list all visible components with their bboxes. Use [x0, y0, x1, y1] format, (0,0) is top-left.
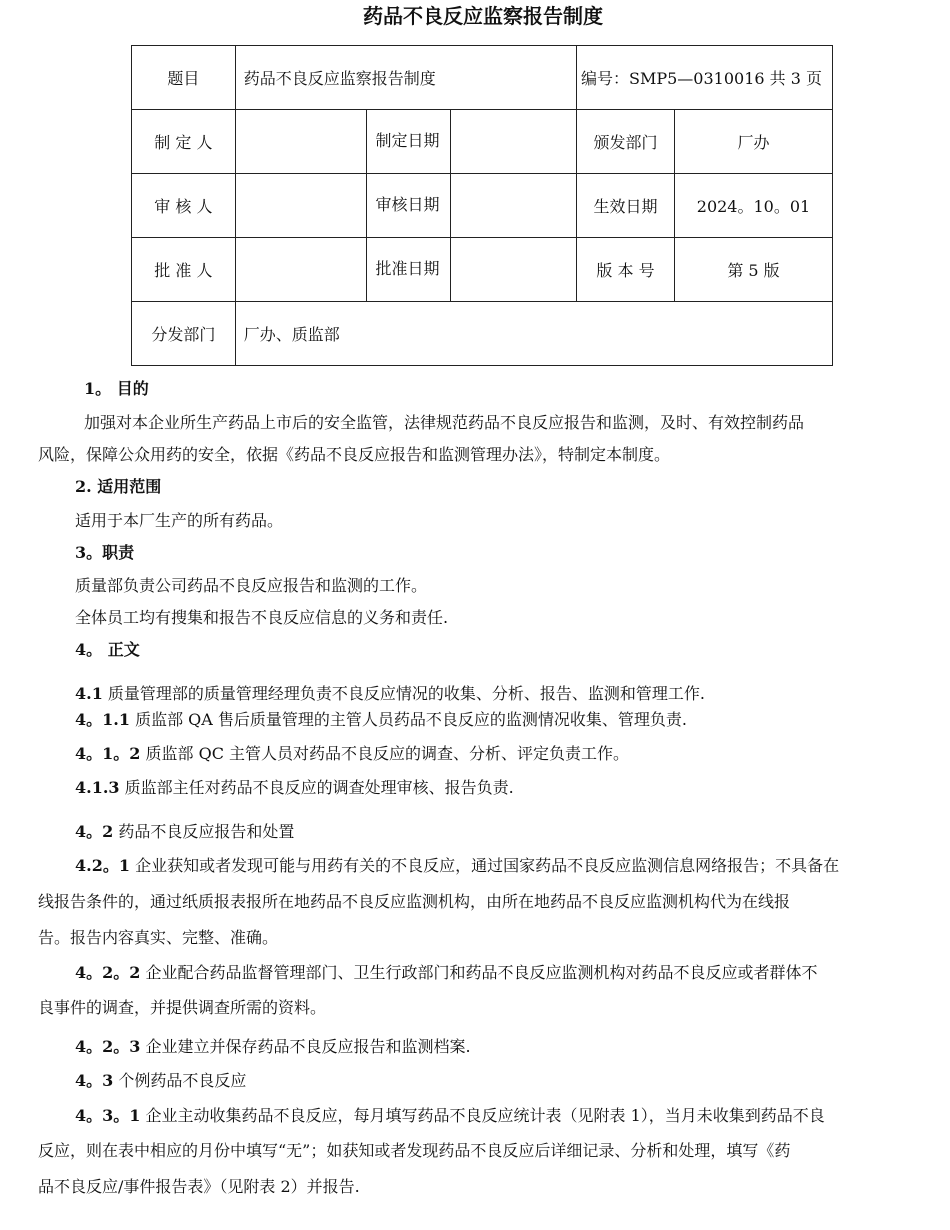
- issuing-dept-value: 厂办: [674, 110, 832, 174]
- clause-number: 4.1.3: [75, 778, 120, 797]
- clause-4-3-1-cont: 品不良反应/事件报告表》（见附表 2）并报告.: [38, 1177, 360, 1196]
- clause-text: 药品不良反应报告和处置: [113, 822, 295, 841]
- author-date-value: [451, 110, 577, 174]
- clause-4-2-3: [75, 1037, 471, 1057]
- header-row-distribution: [132, 302, 833, 366]
- section-4-heading: 4。 正文: [75, 640, 140, 659]
- approval-date-value: [451, 238, 577, 302]
- subject-label: 题目: [132, 46, 236, 110]
- approver-label: 批 准 人: [132, 238, 236, 302]
- reviewer-value: [235, 174, 367, 238]
- section-3-paragraph: 全体员工均有搜集和报告不良反应信息的义务和责任.: [75, 608, 449, 627]
- clause-text: 质量管理部的质量管理经理负责不良反应情况的收集、分析、报告、监测和管理工作.: [102, 684, 706, 703]
- clause-number: 4。1.1: [75, 710, 130, 729]
- clause-4-3-1: [75, 1106, 825, 1126]
- header-row-reviewer: [132, 174, 833, 238]
- clause-4-2-1: [75, 856, 839, 876]
- clause-text: 质监部 QC 主管人员对药品不良反应的调查、分析、评定负责工作。: [140, 744, 630, 763]
- clause-number: 4。2。2: [75, 963, 141, 982]
- effective-date-label: 生效日期: [577, 174, 675, 238]
- header-row-approver: [132, 238, 833, 302]
- document-title: 药品不良反应监察报告制度: [363, 4, 603, 28]
- distribution-value: 厂办、质监部: [235, 302, 832, 366]
- author-value: [235, 110, 367, 174]
- clause-number: 4。3: [75, 1071, 114, 1090]
- section-1-heading: 1。 目的: [84, 379, 149, 398]
- version-value: 第 5 版: [674, 238, 832, 302]
- clause-4-2-1-cont: 线报告条件的，通过纸质报表报所在地药品不良反应监测机构，由所在地药品不良反应监测机构代为在线报: [38, 892, 791, 911]
- clause-4-1: [75, 684, 705, 704]
- clause-number: 4.2。1: [75, 856, 130, 875]
- document-code: 编号：SMP5—0310016 共 3 页: [577, 46, 833, 110]
- clause-text: 企业主动收集药品不良反应，每月填写药品不良反应统计表（见附表 1），当月未收集到药品不良: [140, 1106, 825, 1125]
- document-header-table: [131, 45, 833, 366]
- clause-number: 4。2。3: [75, 1037, 141, 1056]
- section-3-heading: 3。职责: [75, 543, 135, 562]
- clause-number: 4.1: [75, 684, 103, 703]
- section-1-paragraph-line: 加强对本企业所生产药品上市后的安全监管，法律规范药品不良反应报告和监测，及时、有效控制药品: [84, 413, 805, 432]
- clause-4-1-3: [75, 778, 514, 798]
- clause-number: 4。2: [75, 822, 114, 841]
- clause-text: 企业配合药品监督管理部门、卫生行政部门和药品不良反应监测机构对药品不良反应或者群体不: [140, 963, 818, 982]
- clause-text: 质监部主任对药品不良反应的调查处理审核、报告负责.: [119, 778, 514, 797]
- clause-4-3: [75, 1071, 246, 1091]
- clause-text: 质监部 QA 售后质量管理的主管人员药品不良反应的监测情况收集、管理负责.: [129, 710, 688, 729]
- section-2-paragraph: 适用于本厂生产的所有药品。: [75, 511, 284, 530]
- author-label: 制 定 人: [132, 110, 236, 174]
- clause-4-2: [75, 822, 294, 842]
- approval-date-label: 批准日期: [367, 238, 451, 302]
- clause-4-2-1-cont: 告。报告内容真实、完整、准确。: [38, 928, 279, 947]
- clause-number: 4。1。2: [75, 744, 141, 763]
- header-row-title: [132, 46, 833, 110]
- section-1-paragraph-line: 风险，保障公众用药的安全，依据《药品不良反应报告和监测管理办法》，特制定本制度。: [38, 445, 671, 464]
- section-3-paragraph: 质量部负责公司药品不良反应报告和监测的工作。: [75, 576, 428, 595]
- issuing-dept-label: 颁发部门: [577, 110, 675, 174]
- section-2-heading: 2. 适用范围: [75, 477, 162, 496]
- clause-4-3-1-cont: 反应，则在表中相应的月份中填写“无”；如获知或者发现药品不良反应后详细记录、分析和处理，填写《药: [38, 1141, 791, 1160]
- approver-value: [235, 238, 367, 302]
- effective-date-value: 2024。10。01: [674, 174, 832, 238]
- clause-number: 4。3。1: [75, 1106, 141, 1125]
- subject-value: 药品不良反应监察报告制度: [235, 46, 576, 110]
- author-date-label: 制定日期: [367, 110, 451, 174]
- reviewer-label: 审 核 人: [132, 174, 236, 238]
- clause-text: 企业建立并保存药品不良反应报告和监测档案.: [140, 1037, 471, 1056]
- clause-4-2-2-cont: 良事件的调查，并提供调查所需的资料。: [38, 998, 327, 1017]
- clause-4-2-2: [75, 963, 818, 983]
- version-label: 版 本 号: [577, 238, 675, 302]
- review-date-label: 审核日期: [367, 174, 451, 238]
- review-date-value: [451, 174, 577, 238]
- distribution-label: 分发部门: [132, 302, 236, 366]
- clause-text: 企业获知或者发现可能与用药有关的不良反应，通过国家药品不良反应监测信息网络报告；不具备在: [129, 856, 840, 875]
- clause-text: 个例药品不良反应: [113, 1071, 247, 1090]
- header-row-author: [132, 110, 833, 174]
- clause-4-1-1: [75, 710, 687, 730]
- clause-4-1-2: [75, 744, 629, 764]
